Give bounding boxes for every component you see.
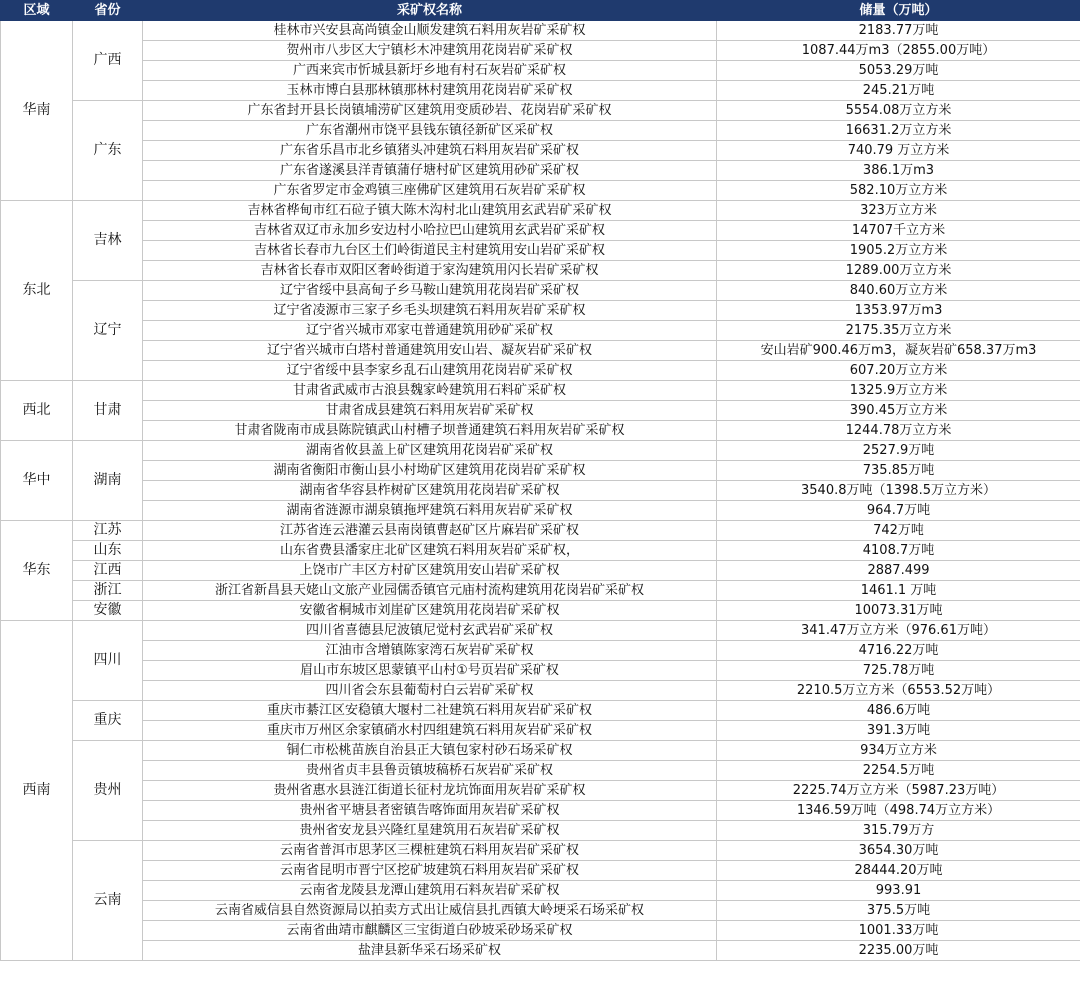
mining-right-name-cell: 玉林市博白县那林镇那林村建筑用花岗岩矿采矿权 [143,81,717,101]
mining-right-name-cell: 甘肃省武威市古浪县魏家岭建筑用石料矿采矿权 [143,381,717,401]
reserve-cell: 740.79 万立方米 [717,141,1080,161]
reserve-cell: 安山岩矿900.46万m3，凝灰岩矿658.37万m3 [717,341,1080,361]
table-row [1,301,1080,321]
reserve-cell: 375.5万吨 [717,901,1080,921]
table-row [1,641,1080,661]
table-row [1,621,1080,641]
table-row [1,541,1080,561]
mining-right-name-cell: 贵州省安龙县兴隆红星建筑用石灰岩矿采矿权 [143,821,717,841]
province-cell: 吉林 [73,201,143,281]
mining-right-name-cell: 辽宁省兴城市白塔村普通建筑用安山岩、凝灰岩矿采矿权 [143,341,717,361]
reserve-cell: 323万立方米 [717,201,1080,221]
reserve-cell: 2175.35万立方米 [717,321,1080,341]
table-row [1,581,1080,601]
reserve-cell: 4108.7万吨 [717,541,1080,561]
reserve-cell: 245.21万吨 [717,81,1080,101]
table-row [1,941,1080,961]
mining-right-name-cell: 眉山市东坡区思蒙镇平山村①号页岩矿采矿权 [143,661,717,681]
reserve-cell: 2183.77万吨 [717,21,1080,41]
reserve-cell: 10073.31万吨 [717,601,1080,621]
mining-right-name-cell: 广东省罗定市金鸡镇三座佛矿区建筑用石灰岩矿采矿权 [143,181,717,201]
table-row [1,281,1080,301]
table-row [1,241,1080,261]
table-row [1,361,1080,381]
reserve-cell: 2210.5万立方米（6553.52万吨） [717,681,1080,701]
mining-right-name-cell: 四川省喜德县尼波镇尼觉村玄武岩矿采矿权 [143,621,717,641]
reserve-cell: 1244.78万立方米 [717,421,1080,441]
mining-right-name-cell: 湖南省华容县柞树矿区建筑用花岗岩矿采矿权 [143,481,717,501]
table-row [1,61,1080,81]
mining-right-name-cell: 贵州省惠水县涟江街道长征村龙坑饰面用灰岩矿采矿权 [143,781,717,801]
reserve-cell: 5554.08万立方米 [717,101,1080,121]
region-cell: 西南 [1,621,73,961]
mining-right-name-cell: 浙江省新昌县天姥山文旅产业园儒岙镇官元庙村流构建筑用花岗岩矿采矿权 [143,581,717,601]
reserve-cell: 1289.00万立方米 [717,261,1080,281]
mining-right-name-cell: 江苏省连云港灌云县南岗镇曹赵矿区片麻岩矿采矿权 [143,521,717,541]
reserve-cell: 315.79万方 [717,821,1080,841]
mining-right-name-cell: 甘肃省成县建筑石料用灰岩矿采矿权 [143,401,717,421]
table-row [1,861,1080,881]
table-row [1,501,1080,521]
mining-right-name-cell: 安徽省桐城市刘崖矿区建筑用花岗岩矿采矿权 [143,601,717,621]
table-row [1,461,1080,481]
reserve-cell: 28444.20万吨 [717,861,1080,881]
reserve-cell: 1353.97万m3 [717,301,1080,321]
reserve-cell: 3654.30万吨 [717,841,1080,861]
table-row [1,821,1080,841]
table-row [1,201,1080,221]
reserve-cell: 391.3万吨 [717,721,1080,741]
mining-right-name-cell: 贺州市八步区大宁镇杉木冲建筑用花岗岩矿采矿权 [143,41,717,61]
table-row [1,721,1080,741]
table-row [1,121,1080,141]
mining-right-name-cell: 吉林省长春市双阳区奢岭街道于家沟建筑用闪长岩矿采矿权 [143,261,717,281]
mining-right-name-cell: 辽宁省绥中县李家乡乱石山建筑用花岗岩矿采矿权 [143,361,717,381]
province-cell: 辽宁 [73,281,143,381]
reserve-cell: 1346.59万吨（498.74万立方米） [717,801,1080,821]
province-cell: 甘肃 [73,381,143,441]
mining-right-name-cell: 广东省潮州市饶平县钱东镇径新矿区采矿权 [143,121,717,141]
province-cell: 江苏 [73,521,143,541]
table-row [1,321,1080,341]
reserve-cell: 14707千立方米 [717,221,1080,241]
table-row [1,801,1080,821]
reserve-cell: 964.7万吨 [717,501,1080,521]
table-header-row [1,1,1080,21]
table-row [1,421,1080,441]
province-cell: 广东 [73,101,143,201]
table-row [1,681,1080,701]
table-row [1,141,1080,161]
mining-right-name-cell: 辽宁省凌源市三家子乡毛头坝建筑石料用灰岩矿采矿权 [143,301,717,321]
mining-right-name-cell: 云南省曲靖市麒麟区三宝街道白砂坡采砂场采矿权 [143,921,717,941]
table-row [1,841,1080,861]
mining-right-name-cell: 甘肃省陇南市成县陈院镇武山村槽子坝普通建筑石料用灰岩矿采矿权 [143,421,717,441]
mining-right-name-cell: 上饶市广丰区方村矿区建筑用安山岩矿采矿权 [143,561,717,581]
mining-right-name-cell: 湖南省衡阳市衡山县小村坳矿区建筑用花岗岩矿采矿权 [143,461,717,481]
reserve-cell: 1905.2万立方米 [717,241,1080,261]
mining-right-name-cell: 江油市含增镇陈家湾石灰岩矿采矿权 [143,641,717,661]
mining-right-name-cell: 重庆市万州区余家镇硝水村四组建筑石料用灰岩矿采矿权 [143,721,717,741]
province-cell: 浙江 [73,581,143,601]
reserve-cell: 4716.22万吨 [717,641,1080,661]
province-cell: 四川 [73,621,143,701]
table-body [1,21,1080,961]
header-region: 区域 [1,1,73,21]
region-cell: 华东 [1,521,73,621]
mining-right-name-cell: 吉林省桦甸市红石砬子镇大陈木沟村北山建筑用玄武岩矿采矿权 [143,201,717,221]
table-row [1,81,1080,101]
reserve-cell: 1461.1 万吨 [717,581,1080,601]
reserve-cell: 16631.2万立方米 [717,121,1080,141]
mining-right-name-cell: 辽宁省绥中县高甸子乡马鞍山建筑用花岗岩矿采矿权 [143,281,717,301]
mining-right-name-cell: 云南省昆明市晋宁区挖矿坡建筑石料用灰岩矿采矿权 [143,861,717,881]
table-row [1,401,1080,421]
table-row [1,441,1080,461]
mining-right-name-cell: 广东省遂溪县洋青镇蒲仔塘村矿区建筑用砂矿采矿权 [143,161,717,181]
reserve-cell: 735.85万吨 [717,461,1080,481]
reserve-cell: 725.78万吨 [717,661,1080,681]
table-row [1,161,1080,181]
table-row [1,381,1080,401]
region-cell: 西北 [1,381,73,441]
mining-right-name-cell: 云南省龙陵县龙潭山建筑用石料灰岩矿采矿权 [143,881,717,901]
province-cell: 贵州 [73,741,143,841]
province-cell: 云南 [73,841,143,961]
reserve-cell: 486.6万吨 [717,701,1080,721]
table-row [1,921,1080,941]
region-cell: 华中 [1,441,73,521]
reserve-cell: 2887.499 [717,561,1080,581]
mining-right-name-cell: 盐津县新华采石场采矿权 [143,941,717,961]
province-cell: 湖南 [73,441,143,521]
mining-right-name-cell: 湖南省攸县盖上矿区建筑用花岗岩矿采矿权 [143,441,717,461]
mining-right-name-cell: 山东省费县潘家庄北矿区建筑石料用灰岩矿采矿权， [143,541,717,561]
mining-right-name-cell: 广西来宾市忻城县新圩乡地有村石灰岩矿采矿权 [143,61,717,81]
reserve-cell: 2235.00万吨 [717,941,1080,961]
reserve-cell: 2254.5万吨 [717,761,1080,781]
reserve-cell: 341.47万立方米（976.61万吨） [717,621,1080,641]
reserve-cell: 840.60万立方米 [717,281,1080,301]
table-row [1,781,1080,801]
reserve-cell: 607.20万立方米 [717,361,1080,381]
mining-right-name-cell: 四川省会东县葡萄村白云岩矿采矿权 [143,681,717,701]
mining-right-name-cell: 吉林省双辽市永加乡安边村小哈拉巴山建筑用玄武岩矿采矿权 [143,221,717,241]
reserve-cell: 2527.9万吨 [717,441,1080,461]
mining-right-name-cell: 桂林市兴安县高尚镇金山顺发建筑石料用灰岩矿采矿权 [143,21,717,41]
region-cell: 东北 [1,201,73,381]
reserve-cell: 1087.44万m3（2855.00万吨） [717,41,1080,61]
mining-right-name-cell: 吉林省长春市九台区土们岭街道民主村建筑用安山岩矿采矿权 [143,241,717,261]
mining-right-name-cell: 贵州省贞丰县鲁贡镇坡稿桥石灰岩矿采矿权 [143,761,717,781]
reserve-cell: 742万吨 [717,521,1080,541]
reserve-cell: 1325.9万立方米 [717,381,1080,401]
table-row [1,561,1080,581]
table-row [1,661,1080,681]
table-row [1,21,1080,41]
table-row [1,701,1080,721]
mining-right-name-cell: 重庆市綦江区安稳镇大堰村二社建筑石料用灰岩矿采矿权 [143,701,717,721]
mining-right-name-cell: 云南省威信县自然资源局以拍卖方式出让威信县扎西镇大岭埂采石场采矿权 [143,901,717,921]
reserve-cell: 993.91 [717,881,1080,901]
header-province: 省份 [73,1,143,21]
header-name: 采矿权名称 [143,1,717,21]
table-row [1,521,1080,541]
mining-right-name-cell: 云南省普洱市思茅区三棵桩建筑石料用灰岩矿采矿权 [143,841,717,861]
reserve-cell: 1001.33万吨 [717,921,1080,941]
header-reserve: 储量（万吨） [717,1,1080,21]
table-row [1,761,1080,781]
reserve-cell: 386.1万m3 [717,161,1080,181]
mining-right-name-cell: 铜仁市松桃苗族自治县正大镇包家村砂石场采矿权 [143,741,717,761]
province-cell: 重庆 [73,701,143,741]
province-cell: 江西 [73,561,143,581]
reserve-cell: 934万立方米 [717,741,1080,761]
table-row [1,881,1080,901]
table-row [1,41,1080,61]
mining-right-name-cell: 湖南省涟源市湖泉镇拖坪建筑石料用灰岩矿采矿权 [143,501,717,521]
province-cell: 山东 [73,541,143,561]
table-row [1,481,1080,501]
table-row [1,901,1080,921]
mining-right-name-cell: 贵州省平塘县者密镇告喀饰面用灰岩矿采矿权 [143,801,717,821]
table-row [1,741,1080,761]
table-row [1,221,1080,241]
reserve-cell: 582.10万立方米 [717,181,1080,201]
mining-right-name-cell: 广东省乐昌市北乡镇猪头冲建筑石料用灰岩矿采矿权 [143,141,717,161]
province-cell: 安徽 [73,601,143,621]
province-cell: 广西 [73,21,143,101]
region-cell: 华南 [1,21,73,201]
mining-right-name-cell: 辽宁省兴城市邓家屯普通建筑用砂矿采矿权 [143,321,717,341]
reserve-cell: 5053.29万吨 [717,61,1080,81]
reserve-cell: 2225.74万立方米（5987.23万吨） [717,781,1080,801]
table-row [1,341,1080,361]
table-row [1,101,1080,121]
table-row [1,601,1080,621]
reserve-cell: 3540.8万吨（1398.5万立方米） [717,481,1080,501]
mining-right-name-cell: 广东省封开县长岗镇埔涝矿区建筑用变质砂岩、花岗岩矿采矿权 [143,101,717,121]
table-row [1,261,1080,281]
table-row [1,181,1080,201]
reserve-cell: 390.45万立方米 [717,401,1080,421]
